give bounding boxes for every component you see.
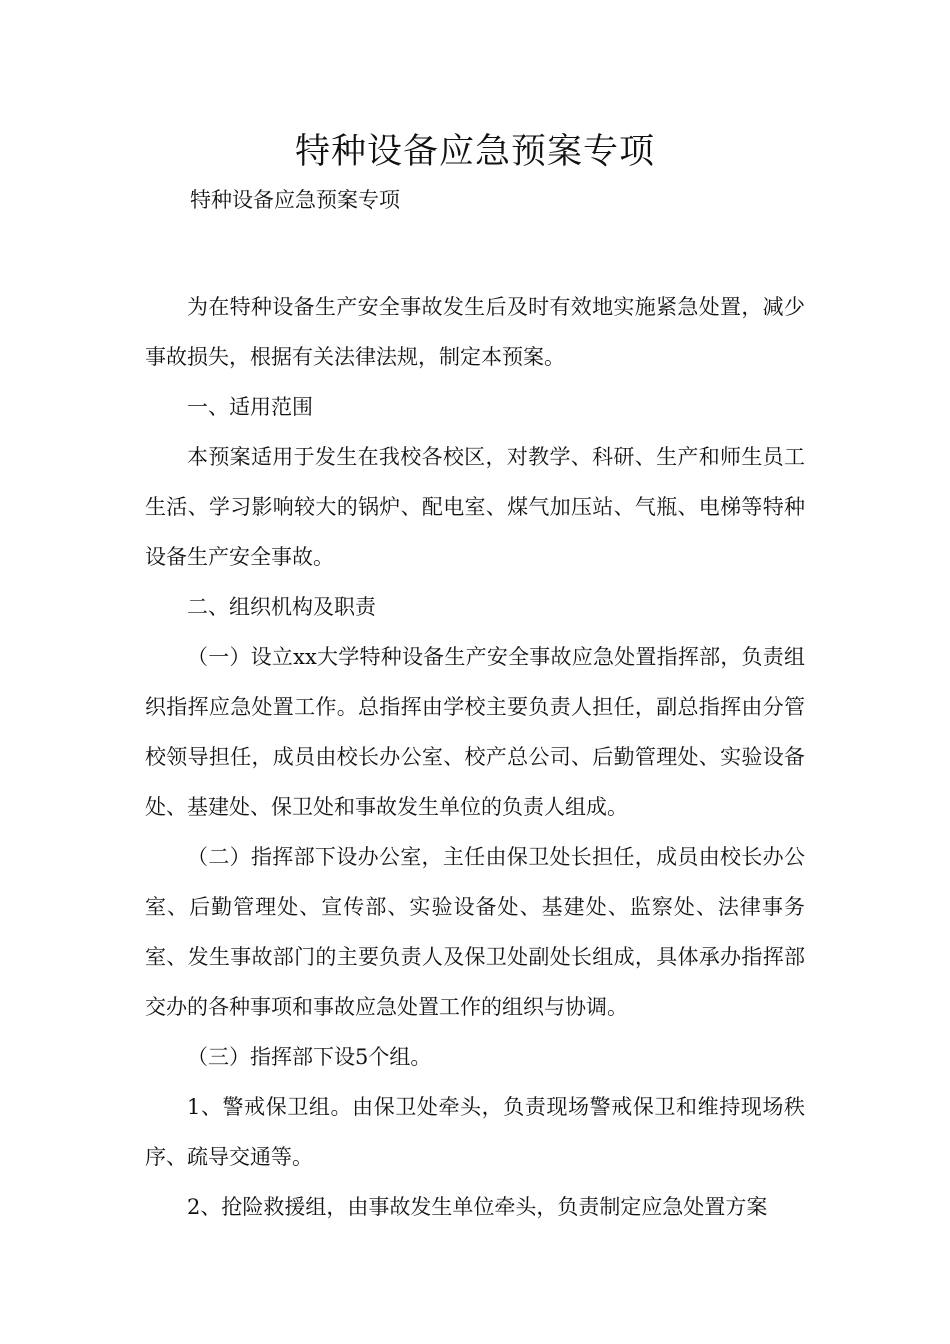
section-heading-organization: 二、组织机构及职责 bbox=[187, 595, 376, 619]
document-body bbox=[145, 282, 805, 1232]
paragraph-rescue-group: 2、抢险救援组，由事故发生单位牵头，负责制定应急处置方案 bbox=[187, 1195, 768, 1219]
paragraph-security-group: 1、警戒保卫组。由保卫处牵头，负责现场警戒保卫和维持现场秩序、疏导交通等。 bbox=[145, 1095, 805, 1169]
document-subtitle: 特种设备应急预案专项 bbox=[190, 188, 400, 212]
paragraph-intro: 为在特种设备生产安全事故发生后及时有效地实施紧急处置，减少事故损失，根据有关法律法规，制定本预案。 bbox=[145, 295, 805, 369]
section-heading-scope: 一、适用范围 bbox=[187, 395, 313, 419]
document-title: 特种设备应急预案专项 bbox=[294, 132, 655, 172]
paragraph-groups: （三）指挥部下设5个组。 bbox=[187, 1045, 432, 1069]
paragraph-headquarters: （一）设立xx大学特种设备生产安全事故应急处置指挥部，负责组织指挥应急处置工作。总指挥由学校主要负责人担任，副总指挥由分管校领导担任，成员由校长办公室、校产总公司、后勤管理处、实验设备处、基建处、保卫处和事故发生单位的负责人组成。 bbox=[145, 645, 805, 819]
paragraph-office: （二）指挥部下设办公室，主任由保卫处长担任，成员由校长办公室、后勤管理处、宣传部、实验设备处、基建处、监察处、法律事务室、发生事故部门的主要负责人及保卫处副处长组成，具体承办指挥部交办的各种事项和事故应急处置工作的组织与协调。 bbox=[145, 845, 805, 1019]
paragraph-scope: 本预案适用于发生在我校各校区，对教学、科研、生产和师生员工生活、学习影响较大的锅炉、配电室、煤气加压站、气瓶、电梯等特种设备生产安全事故。 bbox=[145, 445, 805, 569]
